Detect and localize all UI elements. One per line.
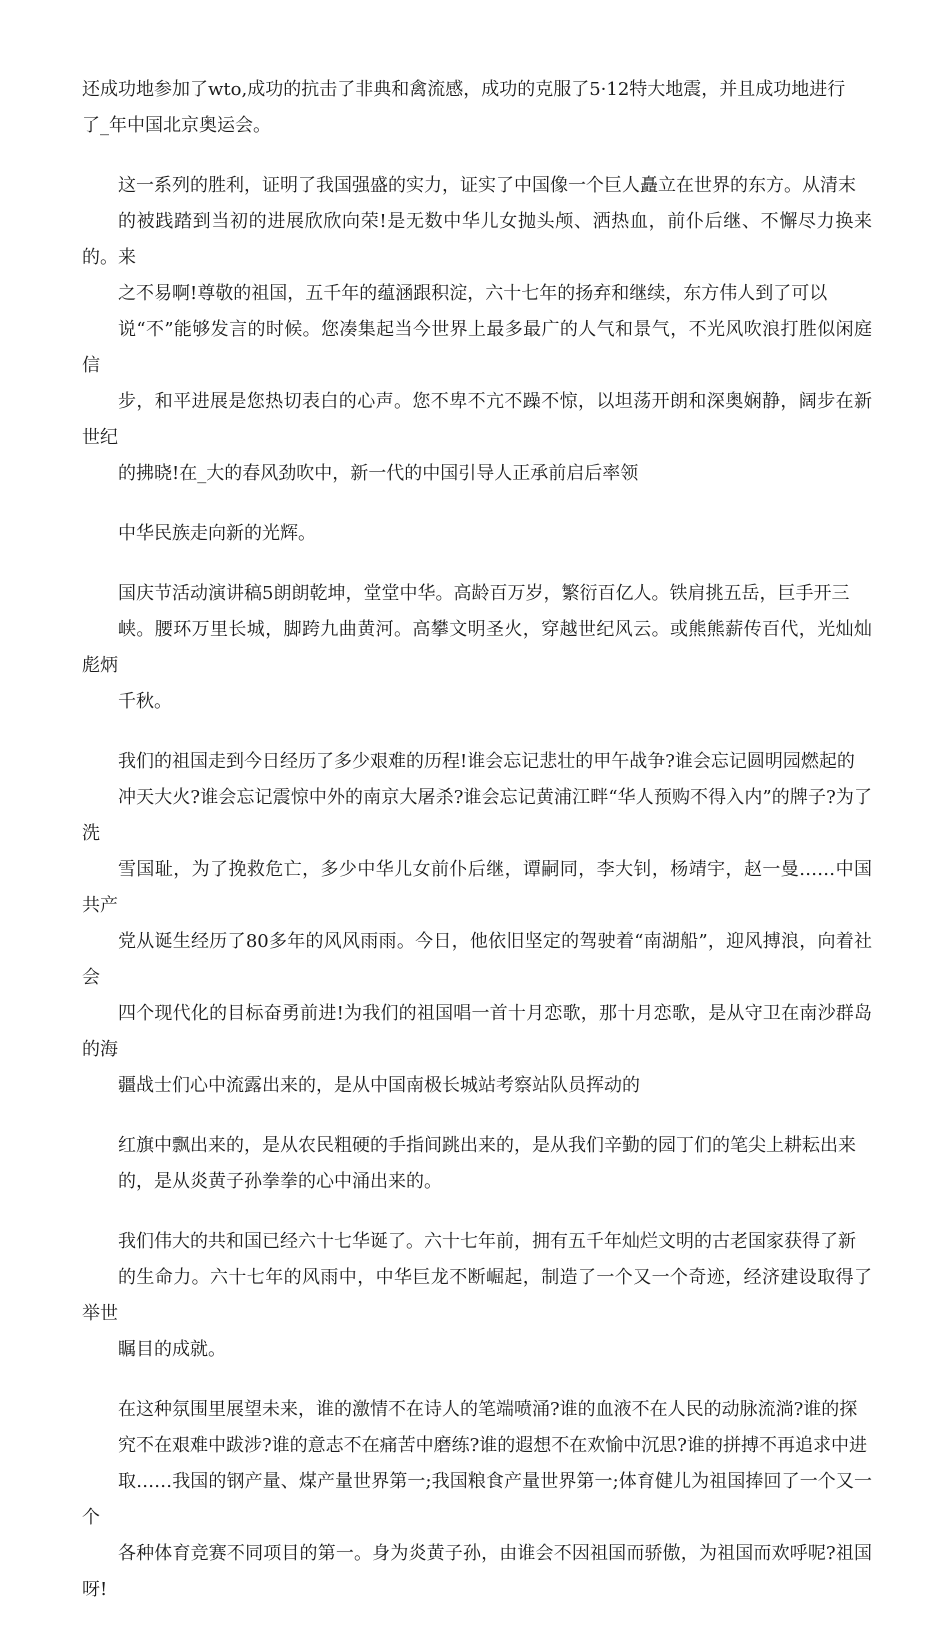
text-line: 取……我国的钢产量、煤产量世界第一;我国粮食产量世界第一;体育健儿为祖国捧回了一个又一个 — [82, 1471, 872, 1528]
text-line: 峡。腰环万里长城，脚跨九曲黄河。高攀文明圣火，穿越世纪风云。或熊熊薪传百代，光灿灿彪炳 — [82, 619, 872, 676]
text-line: 步，和平进展是您热切表白的心声。您不卑不亢不躁不惊，以坦荡开朗和深奥娴静，阔步在新世纪 — [82, 391, 872, 448]
text-line: 的被践踏到当初的进展欣欣向荣!是无数中华儿女抛头颅、洒热血，前仆后继、不懈尽力换来的。来 — [82, 211, 872, 268]
text-line: 究不在艰难中跋涉?谁的意志不在痛苦中磨练?谁的遐想不在欢愉中沉思?谁的拼搏不再追求中进 — [118, 1435, 867, 1456]
paragraph-3 — [82, 516, 872, 552]
text-line: 的拂晓!在_大的春风劲吹中，新一代的中国引导人正承前启后率领 — [118, 463, 639, 484]
paragraph-7 — [82, 1224, 872, 1368]
text-line: 说“不”能够发言的时候。您凑集起当今世界上最多最广的人气和景气，不光风吹浪打胜似闲庭信 — [82, 319, 872, 376]
text-line: 红旗中飘出来的，是从农民粗硬的手指间跳出来的，是从我们辛勤的园丁们的笔尖上耕耘出来 — [118, 1135, 856, 1156]
text-line: 我们伟大的共和国已经六十七华诞了。六十七年前，拥有五千年灿烂文明的古老国家获得了新 — [118, 1231, 856, 1252]
paragraph-8 — [82, 1392, 872, 1608]
text-line: 了_年中国北京奥运会。 — [82, 115, 271, 136]
text-line: 疆战士们心中流露出来的，是从中国南极长城站考察站队员挥动的 — [118, 1075, 640, 1096]
text-line: 的生命力。六十七年的风雨中，中华巨龙不断崛起，制造了一个又一个奇迹，经济建设取得了举世 — [82, 1267, 872, 1324]
paragraph-2 — [82, 168, 872, 492]
text-line: 雪国耻，为了挽救危亡，多少中华儿女前仆后继，谭嗣同，李大钊，杨靖宇，赵一曼……中国共产 — [82, 859, 872, 916]
text-line: 瞩目的成就。 — [118, 1339, 226, 1360]
paragraph-1 — [82, 72, 872, 144]
text-line: 的，是从炎黄子孙拳拳的心中涌出来的。 — [118, 1171, 442, 1192]
text-line: 千秋。 — [118, 691, 172, 712]
text-line: 国庆节活动演讲稿5朗朗乾坤，堂堂中华。高龄百万岁，繁衍百亿人。铁肩挑五岳，巨手开三 — [118, 583, 850, 604]
text-line: 之不易啊!尊敬的祖国，五千年的蕴涵跟积淀，六十七年的扬弃和继续，东方伟人到了可以 — [118, 283, 828, 304]
text-line: 中华民族走向新的光辉。 — [118, 523, 316, 544]
text-line: 冲天大火?谁会忘记震惊中外的南京大屠杀?谁会忘记黄浦江畔“华人预购不得入内”的牌子?为了洗 — [82, 787, 872, 844]
text-line: 各种体育竞赛不同项目的第一。身为炎黄子孙，由谁会不因祖国而骄傲，为祖国而欢呼呢?祖国呀! — [82, 1543, 872, 1600]
text-line: 四个现代化的目标奋勇前进!为我们的祖国唱一首十月恋歌，那十月恋歌，是从守卫在南沙群岛的海 — [82, 1003, 872, 1060]
text-line: 我们的祖国走到今日经历了多少艰难的历程!谁会忘记悲壮的甲午战争?谁会忘记圆明园燃起的 — [118, 751, 855, 772]
document-page — [82, 72, 872, 1632]
text-line: 还成功地参加了wto,成功的抗击了非典和禽流感，成功的克服了5·12特大地震，并且成功地进行 — [82, 79, 846, 100]
text-line: 在这种氛围里展望未来，谁的激情不在诗人的笔端喷涌?谁的血液不在人民的动脉流淌?谁的探 — [118, 1399, 858, 1420]
text-line: 这一系列的胜利，证明了我国强盛的实力，证实了中国像一个巨人矗立在世界的东方。从清末 — [118, 175, 856, 196]
paragraph-4 — [82, 576, 872, 720]
paragraph-6 — [82, 1128, 872, 1200]
text-line: 党从诞生经历了80多年的风风雨雨。今日，他依旧坚定的驾驶着“南湖船”，迎风搏浪，向着社会 — [82, 931, 872, 988]
paragraph-5 — [82, 744, 872, 1104]
